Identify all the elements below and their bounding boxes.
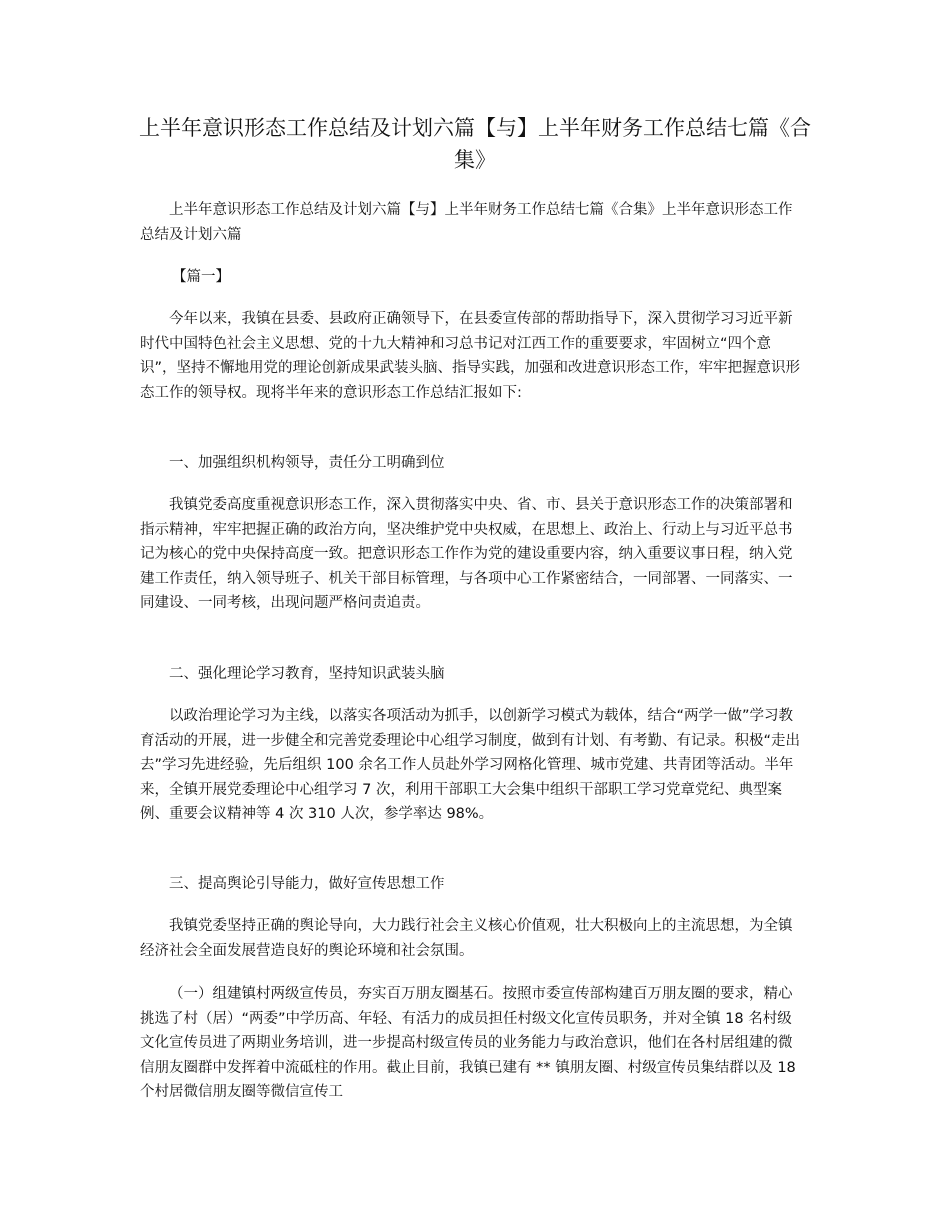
paragraph-1: 今年以来，我镇在县委、县政府正确领导下，在县委宣传部的帮助指导下，深入贯彻学习习近平新时代中国特色社会主义思想、党的十九大精神和习总书记对江西工作的重要要求，牢固树立“四个意识”，坚持不懈地用党的理论创新成果武装头脑、指导实践，加强和改进意识形态工作，牢牢把握意识形态工作的领导权。现将半年来的意识形态工作总结汇报如下: <box>140 311 801 401</box>
paragraph-4: 我镇党委坚持正确的舆论导向，大力践行社会主义核心价值观，壮大积极向上的主流思想，为全镇经济社会全面发展营造良好的舆论环境和社会氛围。 <box>140 918 793 959</box>
heading-2: 二、强化理论学习教育，坚持知识武装头脑 <box>169 666 445 682</box>
paragraph-3: 以政治理论学习为主线，以落实各项活动为抓手，以创新学习模式为载体，结合“两学一做”学习教育活动的开展，进一步健全和完善党委理论中心组学习制度，做到有计划、有考勤、有记录。积极“走出去”学习先进经验，先后组织 100 余名工作人员赴外学习网格化管理、城市党建、共青团等活动。半年来，全镇开展党委理论中心组学习 7 次，利用干部职工大会集中组织干部职工学习党章党纪、典型案例、重要会议精神等 4 次 310 人次，参学率达 98%。 <box>140 708 801 822</box>
intro-paragraph: 上半年意识形态工作总结及计划六篇【与】上半年财务工作总结七篇《合集》上半年意识形态工作总结及计划六篇 <box>140 202 793 243</box>
paragraph-2: 我镇党委高度重视意识形态工作，深入贯彻落实中央、省、市、县关于意识形态工作的决策部署和指示精神，牢牢把握正确的政治方向，坚决维护党中央权威，在思想上、政治上、行动上与习近平总书记为核心的党中央保持高度一致。把意识形态工作作为党的建设重要内容，纳入重要议事日程，纳入党建工作责任，纳入领导班子、机关干部目标管理，与各项中心工作紧密结合，一同部署、一同落实、一同建设、一同考核，出现问题严格问责追责。 <box>140 497 793 611</box>
document-title: 上半年意识形态工作总结及计划六篇【与】上半年财务工作总结七篇《合集》 <box>139 116 811 172</box>
section-label: 【篇一】 <box>172 269 230 285</box>
heading-1: 一、加强组织机构领导，责任分工明确到位 <box>169 455 445 471</box>
heading-3: 三、提高舆论引导能力，做好宣传思想工作 <box>169 876 445 892</box>
paragraph-5: （一）组建镇村两级宣传员，夯实百万朋友圈基石。按照市委宣传部构建百万朋友圈的要求，精心挑选了村（居）“两委”中学历高、年轻、有活力的成员担任村级文化宣传员职务，并对全镇 18 名村级文化宣传员进了两期业务培训，进一步提高村级宣传员的业务能力与政治意识，他们在各村居组建的微信朋友圈群中发挥着中流砥柱的作用。截止目前，我镇已建有 ** 镇朋友圈、村级宣传员集结群以及 18 个村居微信朋友圈等微信宣传工 <box>140 986 796 1100</box>
